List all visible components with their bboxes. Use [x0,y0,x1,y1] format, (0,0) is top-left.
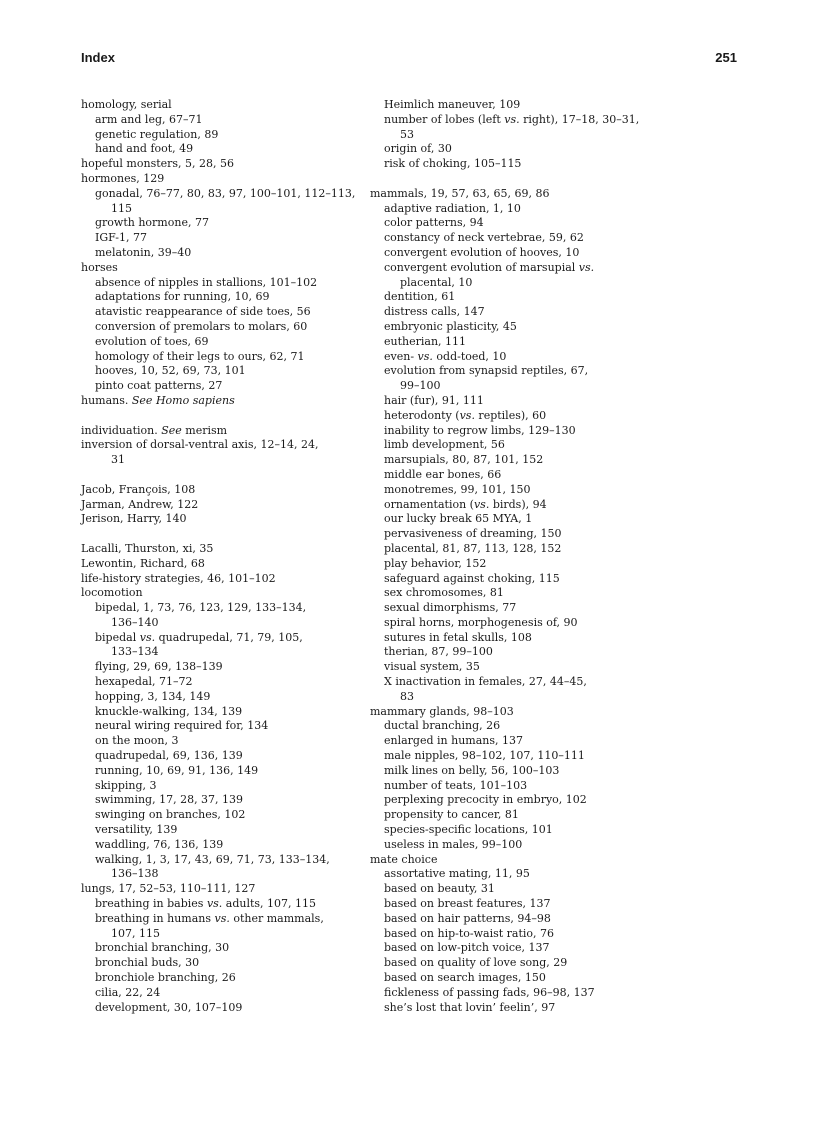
index-subentry [370,512,655,527]
entry-text: reptiles), 60 [474,408,547,422]
entry-text: birds), 94 [489,497,547,511]
entry-text: based on hip-to-waist ratio, 76 [384,926,555,940]
entry-text: See [131,393,153,407]
index-subentry [81,986,366,1001]
entry-text: based on beauty, 31 [384,882,495,896]
entry-text: individuation. [81,423,162,437]
entry-text: 136–138 [111,867,159,881]
index-subentry [370,779,655,794]
entry-text: sex chromosomes, 81 [384,586,504,600]
index-entry [81,261,366,276]
entry-text: flying, 29, 69, 138–139 [95,660,223,674]
entry-text: distress calls, 147 [384,305,485,319]
entry-text: bipedal, 1, 73, 76, 123, 129, 133–134, [95,601,307,615]
index-subentry [81,705,366,720]
index-subentry [81,793,366,808]
entry-text: humans. [81,393,132,407]
index-continuation [370,128,655,143]
index-subentry [81,246,366,261]
entry-text: based on breast features, 137 [384,897,551,911]
entry-text: even- [384,349,418,363]
index-subentry [81,276,366,291]
entry-text: spiral horns, morphogenesis of, 90 [384,615,578,629]
index-subentry [81,290,366,305]
index-subentry [370,364,655,379]
index-entry [370,853,655,868]
entry-text: Jerison, Harry, 140 [81,512,187,526]
index-entry [81,542,366,557]
index-subentry [370,616,655,631]
index-subentry [370,956,655,971]
entry-text: 31 [111,453,125,467]
index-subentry [370,764,655,779]
index-subentry [370,113,655,128]
section-title: Index [81,50,115,65]
index-subentry [370,424,655,439]
entry-text: bronchial branching, 30 [95,941,230,955]
entry-spacer [81,527,366,542]
index-subentry [370,660,655,675]
index-subentry [370,98,655,113]
index-subentry [370,409,655,424]
entry-text: 136–140 [111,615,159,629]
entry-text: based on low-pitch voice, 137 [384,941,550,955]
index-subentry [81,320,366,335]
entry-text: hormones, 129 [81,171,165,185]
index-entry [81,172,366,187]
entry-text: ornamentation ( [384,497,474,511]
index-subentry [370,335,655,350]
index-subentry [81,956,366,971]
entry-text: vs. [214,911,230,925]
entry-text: 99–100 [400,379,441,393]
entry-text: milk lines on belly, 56, 100–103 [384,763,560,777]
index-subentry [81,719,366,734]
entry-text: inversion of dorsal-ventral axis, 12–14, 24, [81,438,319,452]
entry-text: hopeful monsters, 5, 28, 56 [81,157,235,171]
entry-text: useless in males, 99–100 [384,837,523,851]
index-subentry [370,986,655,1001]
index-subentry [370,142,655,157]
entry-text: 133–134 [111,645,159,659]
entry-text: vs. [578,260,595,274]
entry-text: placental, 81, 87, 113, 128, 152 [384,541,562,555]
entry-text: growth hormone, 77 [95,216,209,230]
entry-text: our lucky break 65 MYA, 1 [384,512,533,526]
entry-text: hand and foot, 49 [95,142,194,156]
index-subentry [370,586,655,601]
index-subentry [370,1001,655,1016]
index-continuation [81,453,366,468]
index-subentry [370,749,655,764]
entry-text: she’s lost that lovin’ feelin’, 97 [384,1000,556,1014]
entry-text: arm and leg, 67–71 [95,112,203,126]
index-subentry [370,157,655,172]
index-subentry [370,601,655,616]
entry-text: X inactivation in females, 27, 44–45, [384,675,587,689]
entry-text: genetic regulation, 89 [95,127,219,141]
entry-text: assortative mating, 11, 95 [384,867,530,881]
entry-text: lungs, 17, 52–53, 110–111, 127 [81,882,256,896]
entry-text: adaptations for running, 10, 69 [95,290,270,304]
entry-text: based on search images, 150 [384,971,546,985]
entry-text: heterodonty ( [384,408,460,422]
index-subentry [81,305,366,320]
index-subentry [370,971,655,986]
entry-text: species-specific locations, 101 [384,823,553,837]
entry-text: safeguard against choking, 115 [384,571,560,585]
entry-text: vs. [139,630,156,644]
index-entry [370,187,655,202]
entry-text: cilia, 22, 24 [95,985,161,999]
entry-text: mate choice [370,852,438,866]
entry-text: other mammals, [229,911,324,925]
index-subentry [81,749,366,764]
index-subentry [81,912,366,927]
index-subentry [370,320,655,335]
index-entry [81,586,366,601]
entry-text: knuckle-walking, 134, 139 [95,704,243,718]
index-subentry [81,601,366,616]
index-subentry [81,379,366,394]
entry-text: hexapedal, 71–72 [95,675,193,689]
entry-text: evolution from synapsid reptiles, 67, [384,364,589,378]
index-subentry [370,645,655,660]
entry-text: play behavior, 152 [384,556,487,570]
index-subentry [370,305,655,320]
index-subentry [370,927,655,942]
entry-text: Homo sapiens [155,393,235,407]
entry-text: risk of choking, 105–115 [384,157,522,171]
index-entry [81,512,366,527]
index-subentry [81,779,366,794]
index-subentry [370,290,655,305]
entry-text: walking, 1, 3, 17, 43, 69, 71, 73, 133–134, [95,852,330,866]
index-subentry [370,350,655,365]
entry-text: mammals, 19, 57, 63, 65, 69, 86 [370,186,550,200]
entry-text: neural wiring required for, 134 [95,719,269,733]
index-entry [81,498,366,513]
index-subentry [370,823,655,838]
entry-text: homology of their legs to ours, 62, 71 [95,349,305,363]
entry-text: dentition, 61 [384,290,456,304]
index-column-left [81,98,366,1015]
entry-text: marsupials, 80, 87, 101, 152 [384,453,544,467]
entry-text: IGF-1, 77 [95,231,147,245]
entry-text: placental, 10 [400,275,473,289]
index-subentry [81,128,366,143]
index-subentry [370,557,655,572]
entry-text: based on quality of love song, 29 [384,956,568,970]
entry-text: male nipples, 98–102, 107, 110–111 [384,749,585,763]
entry-text: adults, 107, 115 [222,897,317,911]
entry-text: adaptive radiation, 1, 10 [384,201,521,215]
entry-spacer [81,409,366,424]
index-subentry [81,897,366,912]
entry-text: vs. [504,112,520,126]
entry-text: swimming, 17, 28, 37, 139 [95,793,244,807]
entry-text: homology, serial [81,98,172,111]
entry-text: number of lobes (left [384,112,505,126]
index-entry [81,882,366,897]
entry-text: vs. [206,897,223,911]
entry-text: Lacalli, Thurston, xi, 35 [81,541,214,555]
entry-text: breathing in humans [95,911,215,925]
running-header [81,50,737,68]
entry-text: evolution of toes, 69 [95,334,209,348]
index-subentry [370,838,655,853]
index-entry [81,438,366,453]
entry-text: hooves, 10, 52, 69, 73, 101 [95,364,246,378]
entry-text: gonadal, 76–77, 80, 83, 97, 100–101, 112–113, [95,186,356,200]
index-subentry [81,335,366,350]
index-entry [81,557,366,572]
index-continuation [370,690,655,705]
index-subentry [81,660,366,675]
index-entry [81,394,366,409]
entry-text: convergent evolution of hooves, 10 [384,245,580,259]
index-subentry [370,394,655,409]
entry-text: visual system, 35 [384,660,480,674]
entry-text: color patterns, 94 [384,216,484,230]
index-subentry [370,498,655,513]
index-continuation [370,379,655,394]
entry-text: locomotion [81,586,143,600]
index-subentry [81,734,366,749]
index-entry [81,572,366,587]
entry-text: inability to regrow limbs, 129–130 [384,423,576,437]
index-continuation [81,867,366,882]
index-subentry [81,187,366,202]
index-entry [370,705,655,720]
index-continuation [81,927,366,942]
entry-text: sutures in fetal skulls, 108 [384,630,532,644]
index-entry [81,98,366,113]
entry-text: 53 [400,127,414,141]
entry-text: bronchial buds, 30 [95,956,200,970]
index-subentry [81,350,366,365]
index-subentry [370,202,655,217]
entry-text: convergent evolution of marsupial [384,260,579,274]
index-subentry [370,631,655,646]
entry-text: fickleness of passing fads, 96–98, 137 [384,985,595,999]
entry-text: eutherian, 111 [384,334,467,348]
index-subentry [81,631,366,646]
index-subentry [81,675,366,690]
index-subentry [370,216,655,231]
index-continuation [81,645,366,660]
index-subentry [370,438,655,453]
index-subentry [370,734,655,749]
index-subentry [81,823,366,838]
index-subentry [370,719,655,734]
index-entry [81,157,366,172]
entry-text: merism [181,423,228,437]
entry-text: therian, 87, 99–100 [384,645,493,659]
entry-text: swinging on branches, 102 [95,808,246,822]
entry-text: hopping, 3, 134, 149 [95,689,211,703]
entry-text: waddling, 76, 136, 139 [95,837,224,851]
index-subentry [370,527,655,542]
index-continuation [81,616,366,631]
entry-text: monotremes, 99, 101, 150 [384,482,531,496]
index-subentry [370,867,655,882]
index-subentry [81,231,366,246]
entry-text: vs. [417,349,433,363]
index-subentry [370,261,655,276]
entry-text: pinto coat patterns, 27 [95,379,223,393]
index-subentry [370,882,655,897]
entry-text: Heimlich maneuver, 109 [384,98,521,111]
entry-text: number of teats, 101–103 [384,778,528,792]
index-subentry [370,542,655,557]
entry-text: See [161,423,182,437]
entry-text: on the moon, 3 [95,734,179,748]
index-subentry [370,231,655,246]
index-subentry [81,764,366,779]
entry-text: running, 10, 69, 91, 136, 149 [95,763,259,777]
entry-text: middle ear bones, 66 [384,467,502,481]
index-subentry [81,941,366,956]
entry-text: 83 [400,689,414,703]
index-entry [81,483,366,498]
index-subentry [81,113,366,128]
entry-text: mammary glands, 98–103 [370,704,514,718]
entry-text: conversion of premolars to molars, 60 [95,319,308,333]
entry-text: versatility, 139 [95,823,178,837]
entry-spacer [370,172,655,187]
entry-text: vs. [459,408,475,422]
entry-text: 115 [111,201,132,215]
index-subentry [370,246,655,261]
entry-text: breathing in babies [95,897,207,911]
entry-text: quadrupedal, 69, 136, 139 [95,749,243,763]
index-subentry [370,897,655,912]
entry-text: ductal branching, 26 [384,719,501,733]
index-subentry [81,808,366,823]
index-continuation [81,202,366,217]
entry-text: development, 30, 107–109 [95,1000,243,1014]
index-subentry [370,483,655,498]
index-subentry [370,912,655,927]
entry-text: origin of, 30 [384,142,452,156]
entry-text: life-history strategies, 46, 101–102 [81,571,276,585]
index-entry [81,424,366,439]
entry-text: enlarged in humans, 137 [384,734,523,748]
entry-text: Jacob, François, 108 [81,482,196,496]
index-subentry [370,675,655,690]
entry-text: atavistic reappearance of side toes, 56 [95,305,311,319]
index-continuation [370,276,655,291]
index-subentry [370,941,655,956]
entry-text: bronchiole branching, 26 [95,971,236,985]
entry-text: odd-toed, 10 [432,349,507,363]
entry-text: right), 17–18, 30–31, [519,112,640,126]
entry-text: embryonic plasticity, 45 [384,319,517,333]
index-column-right [370,98,655,1015]
entry-text: horses [81,260,118,274]
index-subentry [81,971,366,986]
index-subentry [81,216,366,231]
entry-text: vs. [473,497,490,511]
entry-text: based on hair patterns, 94–98 [384,911,551,925]
index-subentry [81,690,366,705]
index-subentry [370,468,655,483]
entry-text: perplexing precocity in embryo, 102 [384,793,587,807]
entry-text: propensity to cancer, 81 [384,808,519,822]
entry-text: 107, 115 [111,926,160,940]
index-subentry [370,453,655,468]
entry-text: skipping, 3 [95,778,157,792]
entry-text: pervasiveness of dreaming, 150 [384,527,562,541]
entry-text: Lewontin, Richard, 68 [81,556,205,570]
index-subentry [370,793,655,808]
entry-text: melatonin, 39–40 [95,245,192,259]
entry-text: quadrupedal, 71, 79, 105, [155,630,303,644]
entry-text: Jarman, Andrew, 122 [81,497,199,511]
entry-text: constancy of neck vertebrae, 59, 62 [384,231,584,245]
index-subentry [81,364,366,379]
index-subentry [81,853,366,868]
entry-spacer [81,468,366,483]
index-subentry [370,808,655,823]
page-number: 251 [715,50,737,65]
entry-text: sexual dimorphisms, 77 [384,601,517,615]
entry-text: bipedal [95,630,140,644]
entry-text: hair (fur), 91, 111 [384,393,484,407]
index-subentry [81,142,366,157]
index-subentry [81,1001,366,1016]
index-subentry [370,572,655,587]
index-subentry [81,838,366,853]
entry-text: limb development, 56 [384,438,505,452]
entry-text: absence of nipples in stallions, 101–102 [95,275,318,289]
